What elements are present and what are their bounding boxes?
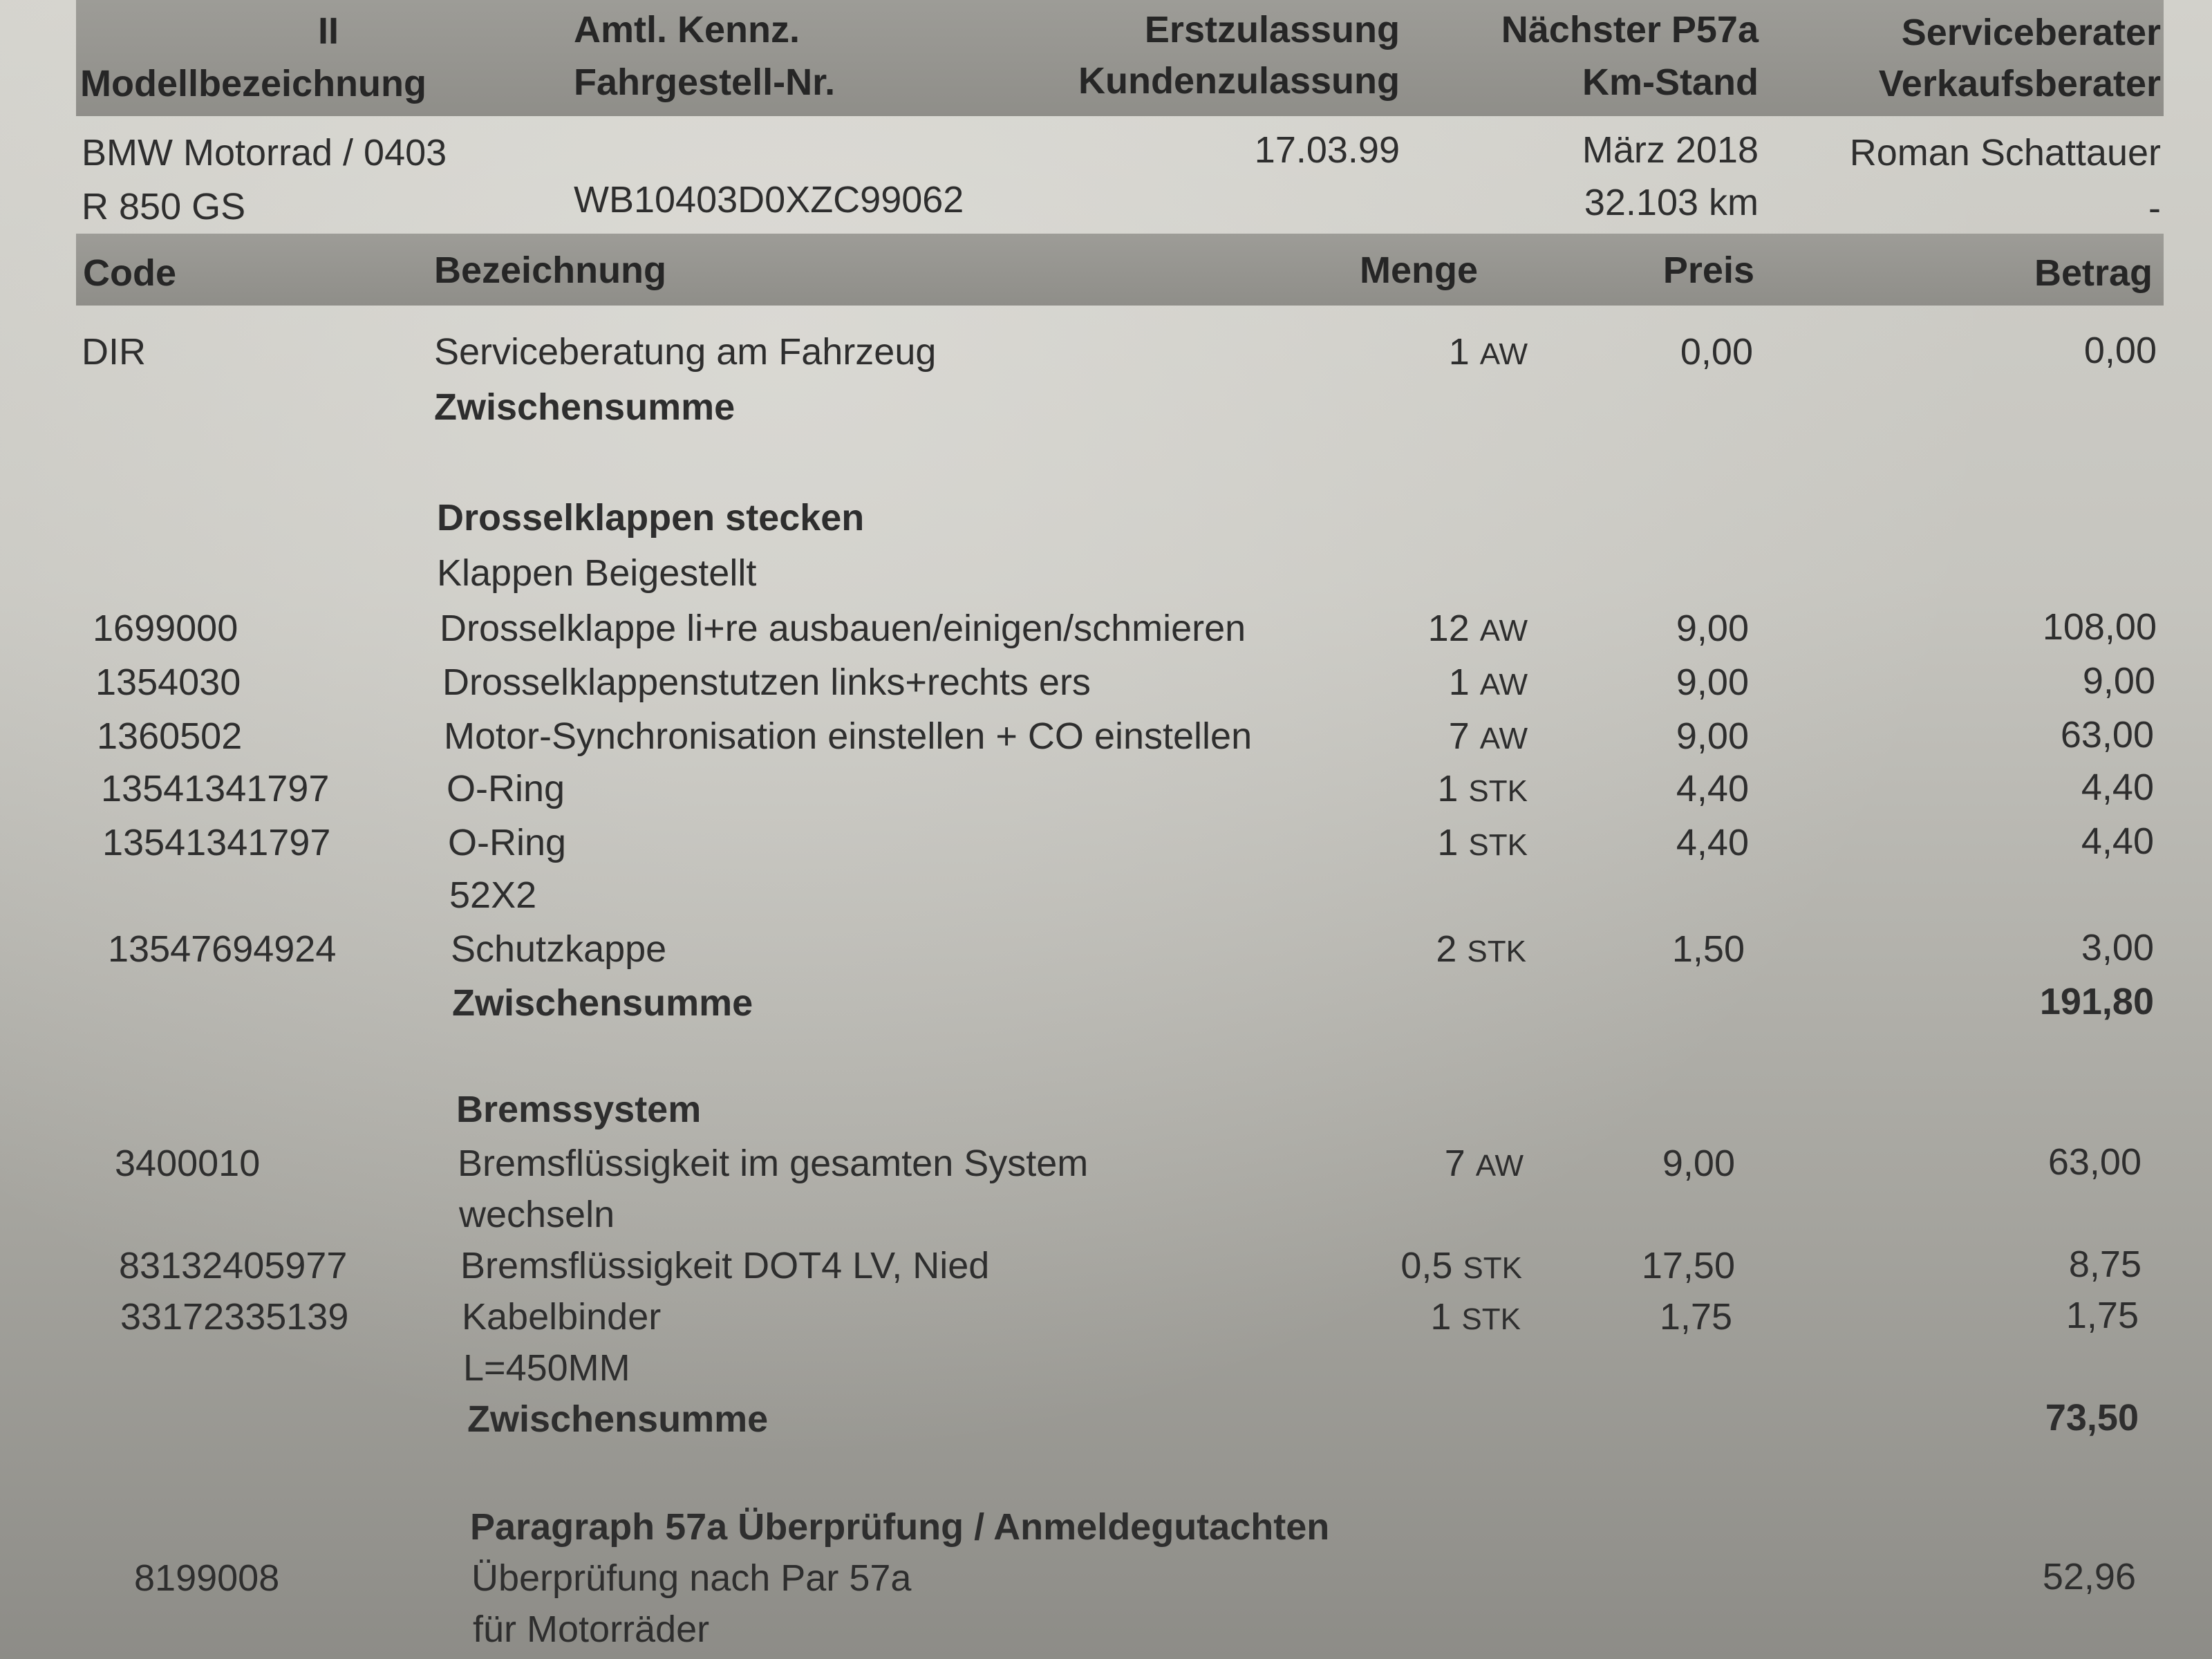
first-registration: 17.03.99 xyxy=(1254,129,1400,171)
item-description: L=450MM xyxy=(463,1347,630,1389)
item-unit: AW xyxy=(1479,668,1528,702)
header-service-advisor-label: Serviceberater xyxy=(1901,12,2161,53)
header-km-label: Km-Stand xyxy=(1582,62,1759,103)
subtotal-amount: 191,80 xyxy=(2039,981,2154,1022)
item-code: 3400010 xyxy=(115,1143,261,1184)
item-description: Schutzkappe xyxy=(451,928,667,970)
item-description: Bremsflüssigkeit DOT4 LV, Nied xyxy=(460,1245,990,1286)
item-amount: 52,96 xyxy=(2042,1556,2136,1597)
item-code: 13547694924 xyxy=(108,928,337,970)
item-description: Serviceberatung am Fahrzeug xyxy=(434,331,937,373)
item-description: O-Ring xyxy=(448,822,567,863)
col-description: Bezeichnung xyxy=(434,250,667,291)
model-line2: R 850 GS xyxy=(82,186,246,227)
item-unit: AW xyxy=(1479,614,1528,648)
item-amount: 63,00 xyxy=(2060,714,2154,756)
item-unit: STK xyxy=(1467,935,1526,968)
item-unit: STK xyxy=(1468,774,1528,808)
item-description: Kabelbinder xyxy=(462,1296,662,1338)
service-advisor: Roman Schattauer xyxy=(1849,132,2161,174)
header-plate-label: Amtl. Kennz. xyxy=(574,9,800,50)
item-section-title: Zwischensumme xyxy=(434,386,735,428)
km-reading: 32.103 km xyxy=(1584,182,1759,223)
item-quantity: 7 AW xyxy=(1444,1143,1524,1184)
item-unit: AW xyxy=(1475,1149,1524,1183)
item-code: 1699000 xyxy=(93,608,238,649)
column-header-band xyxy=(76,234,2164,306)
item-description: O-Ring xyxy=(447,768,565,809)
item-description: Drosselklappe li+re ausbauen/einigen/schmieren xyxy=(440,608,1246,649)
item-code: 33172335139 xyxy=(120,1296,349,1338)
item-amount: 108,00 xyxy=(2042,606,2157,648)
col-code: Code xyxy=(83,252,176,294)
header-next-p57a-label: Nächster P57a xyxy=(1501,9,1759,50)
item-description: Klappen Beigestellt xyxy=(437,552,757,594)
item-price: 9,00 xyxy=(1676,715,1749,757)
item-code: 1360502 xyxy=(97,715,243,757)
item-unit: STK xyxy=(1468,828,1528,862)
header-chassis-label: Fahrgestell-Nr. xyxy=(574,62,836,103)
item-quantity: 1 STK xyxy=(1437,822,1528,863)
col-quantity: Menge xyxy=(1359,250,1478,291)
item-amount: 1,75 xyxy=(2065,1295,2139,1336)
item-section-title: Zwischensumme xyxy=(467,1398,769,1440)
item-description: Drosselklappenstutzen links+rechts ers xyxy=(442,662,1091,703)
item-amount: 8,75 xyxy=(2068,1244,2141,1285)
item-amount: 4,40 xyxy=(2081,767,2154,808)
item-unit: AW xyxy=(1479,722,1528,756)
item-price: 1,75 xyxy=(1659,1296,1732,1338)
item-code: 8199008 xyxy=(134,1557,280,1599)
item-section-title: Paragraph 57a Überprüfung / Anmeldegutachten xyxy=(470,1506,1330,1548)
item-quantity: 7 AW xyxy=(1448,715,1528,757)
item-description: Überprüfung nach Par 57a xyxy=(471,1557,912,1599)
next-p57a: März 2018 xyxy=(1582,129,1759,171)
item-description: für Motorräder xyxy=(473,1609,710,1650)
header-model-label: Modellbezeichnung xyxy=(80,63,427,104)
col-price: Preis xyxy=(1662,250,1754,291)
item-price: 0,00 xyxy=(1680,331,1753,373)
model-line1: BMW Motorrad / 0403 xyxy=(82,132,447,174)
item-quantity: 0,5 STK xyxy=(1400,1245,1522,1286)
item-quantity: 2 STK xyxy=(1436,928,1526,970)
item-amount: 63,00 xyxy=(2047,1141,2141,1183)
item-quantity: 1 STK xyxy=(1437,768,1528,809)
item-description: Bremsflüssigkeit im gesamten System xyxy=(458,1143,1089,1184)
item-quantity: 1 AW xyxy=(1448,662,1528,703)
item-section-title: Zwischensumme xyxy=(452,982,753,1024)
header-mark: II xyxy=(318,10,339,52)
item-code: DIR xyxy=(82,331,146,373)
item-price: 4,40 xyxy=(1676,768,1749,809)
subtotal-amount: 73,50 xyxy=(2045,1397,2139,1438)
item-amount: 0,00 xyxy=(2083,330,2157,371)
item-code: 13541341797 xyxy=(102,822,331,863)
item-unit: STK xyxy=(1461,1302,1521,1336)
col-amount: Betrag xyxy=(2034,252,2153,294)
item-quantity: 1 STK xyxy=(1430,1296,1521,1338)
header-sales-advisor-label: Verkaufsberater xyxy=(1878,63,2161,104)
item-price: 9,00 xyxy=(1676,608,1749,649)
item-price: 9,00 xyxy=(1662,1143,1735,1184)
item-section-title: Drosselklappen stecken xyxy=(437,497,865,538)
item-price: 4,40 xyxy=(1676,822,1749,863)
item-quantity: 1 AW xyxy=(1448,331,1528,373)
item-amount: 9,00 xyxy=(2082,660,2155,702)
item-price: 17,50 xyxy=(1641,1245,1735,1286)
item-code: 1354030 xyxy=(95,662,241,703)
item-amount: 3,00 xyxy=(2081,927,2154,968)
header-customer-reg-label: Kundenzulassung xyxy=(1078,60,1400,102)
item-unit: STK xyxy=(1463,1251,1522,1285)
item-amount: 4,40 xyxy=(2081,821,2154,862)
item-section-title: Bremssystem xyxy=(456,1089,702,1130)
header-first-reg-label: Erstzulassung xyxy=(1144,9,1400,50)
item-code: 13541341797 xyxy=(101,768,330,809)
chassis-number: WB10403D0XZC99062 xyxy=(574,179,964,221)
sales-advisor: - xyxy=(2148,187,2161,229)
item-description: 52X2 xyxy=(449,874,537,916)
item-price: 9,00 xyxy=(1676,662,1749,703)
item-price: 1,50 xyxy=(1671,928,1745,970)
item-quantity: 12 AW xyxy=(1427,608,1528,649)
item-description: Motor-Synchronisation einstellen + CO einstellen xyxy=(444,715,1253,757)
item-description: wechseln xyxy=(459,1194,615,1235)
item-code: 83132405977 xyxy=(119,1245,348,1286)
item-unit: AW xyxy=(1479,337,1528,371)
